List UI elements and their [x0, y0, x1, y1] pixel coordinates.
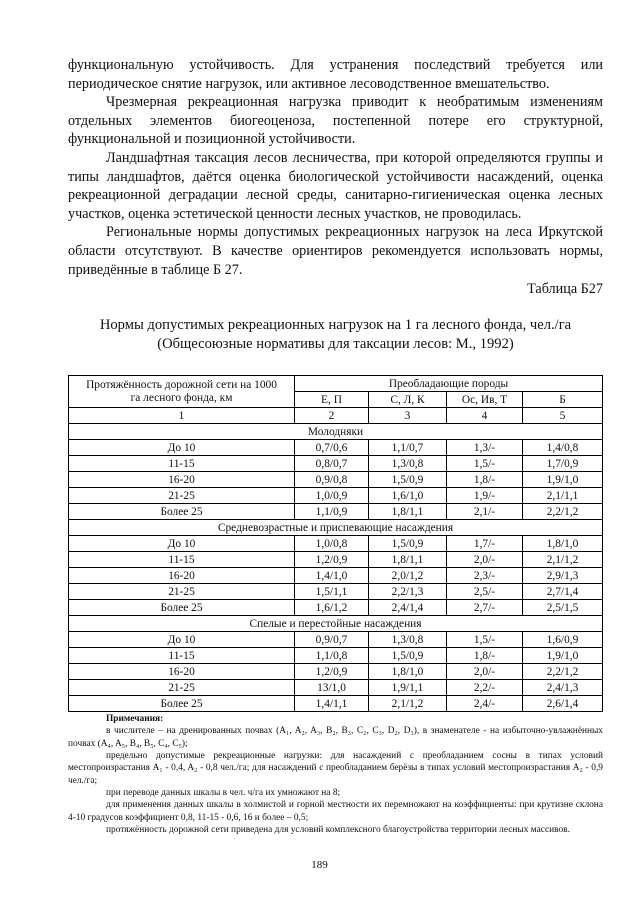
- road-density-cell: 16-20: [69, 664, 295, 680]
- table-label: Таблица Б27: [527, 281, 603, 298]
- paragraph-recreational-load: Чрезмерная рекреационная нагрузка приводит к необратимым изменениям отдельных элементов биогеоценоза, постепенной потере его структурной, функциональной и позиционной устойчивости.: [68, 94, 603, 148]
- load-value-cell: 0,9/0,8: [295, 472, 369, 488]
- load-value-cell: 2,0/-: [447, 552, 523, 568]
- load-value-cell: 0,7/0,6: [295, 440, 369, 456]
- load-value-cell: 1,8/-: [447, 648, 523, 664]
- table-body: [69, 376, 603, 712]
- load-value-cell: 1,1/0,7: [369, 440, 447, 456]
- paragraph-regional-norms: Региональные нормы допустимых рекреационных нагрузок на леса Иркутской области отсутствуют. В качестве ориентиров рекомендуется использовать нормы, приведённые в таблице Б 27.: [68, 224, 603, 278]
- load-value-cell: 0,9/0,7: [295, 632, 369, 648]
- load-value-cell: 2,0/1,2: [369, 568, 447, 584]
- load-value-cell: 1,9/1,1: [369, 680, 447, 696]
- load-value-cell: 1,7/-: [447, 536, 523, 552]
- load-value-cell: 2,5/1,5: [523, 600, 603, 616]
- load-value-cell: 2,3/-: [447, 568, 523, 584]
- load-value-cell: 1,4/1,0: [295, 568, 369, 584]
- table-row: [69, 696, 603, 712]
- road-density-cell: Более 25: [69, 600, 295, 616]
- header-species-4: Б: [523, 392, 603, 408]
- load-value-cell: 1,8/1,0: [523, 536, 603, 552]
- load-value-cell: 2,4/1,4: [369, 600, 447, 616]
- road-density-cell: 21-25: [69, 680, 295, 696]
- table-row: [69, 632, 603, 648]
- load-value-cell: 1,6/0,9: [523, 632, 603, 648]
- table-section-row: [69, 424, 603, 440]
- road-density-cell: 16-20: [69, 472, 295, 488]
- header-road-network-line1: Протяжённость дорожной сети на 1000: [86, 379, 277, 392]
- load-value-cell: 1,8/1,1: [369, 504, 447, 520]
- load-value-cell: 1,9/1,0: [523, 472, 603, 488]
- table-row: [69, 488, 603, 504]
- load-value-cell: 1,9/1,0: [523, 648, 603, 664]
- table-row: [69, 664, 603, 680]
- col-number: 5: [523, 408, 603, 424]
- table-section-row: [69, 616, 603, 632]
- header-dominant-species: Преобладающие породы: [295, 376, 603, 392]
- header-species-1: Е, П: [295, 392, 369, 408]
- table-title: [68, 316, 603, 354]
- table-header-row: [69, 376, 603, 392]
- load-value-cell: 1,4/0,8: [523, 440, 603, 456]
- load-value-cell: 2,6/1,4: [523, 696, 603, 712]
- load-value-cell: 2,1/-: [447, 504, 523, 520]
- load-value-cell: 1,0/0,8: [295, 536, 369, 552]
- load-value-cell: 2,1/1,2: [369, 696, 447, 712]
- note-soils: в числителе – на дренированных почвах (A₁, A₂, A₃, B₂, B₃, C₂, C₃, D₂, D₃), в знаменателе - на избыточно-увлажнённых почвах (A₄, A₅, B₄, B₅, C₄, C₅);: [68, 726, 603, 749]
- table-row: [69, 536, 603, 552]
- notes-heading: Примечания:: [106, 714, 164, 725]
- note-road-network: протяжённость дорожной сети приведена для условий комплексного благоустройства территории лесных массивов.: [106, 824, 570, 835]
- load-value-cell: 1,6/1,2: [295, 600, 369, 616]
- section-title: Спелые и перестойные насаждения: [69, 616, 603, 632]
- road-density-cell: 11-15: [69, 552, 295, 568]
- road-density-cell: 21-25: [69, 584, 295, 600]
- load-value-cell: 2,2/1,2: [523, 664, 603, 680]
- road-density-cell: До 10: [69, 440, 295, 456]
- load-value-cell: 2,2/-: [447, 680, 523, 696]
- road-density-cell: 16-20: [69, 568, 295, 584]
- load-value-cell: 1,9/-: [447, 488, 523, 504]
- table-row: [69, 472, 603, 488]
- table-row: [69, 648, 603, 664]
- table-title-line2: (Общесоюзные нормативы для таксации лесов: М., 1992): [157, 336, 514, 353]
- table-row: [69, 456, 603, 472]
- load-value-cell: 2,1/1,1: [523, 488, 603, 504]
- table-row: [69, 680, 603, 696]
- load-value-cell: 1,1/0,9: [295, 504, 369, 520]
- road-density-cell: Более 25: [69, 504, 295, 520]
- load-value-cell: 1,1/0,8: [295, 648, 369, 664]
- table-row: [69, 504, 603, 520]
- load-value-cell: 1,0/0,9: [295, 488, 369, 504]
- table-row: [69, 584, 603, 600]
- load-value-cell: 2,7/1,4: [523, 584, 603, 600]
- load-value-cell: 1,5/1,1: [295, 584, 369, 600]
- col-number: 3: [369, 408, 447, 424]
- paragraph-landscape-taxation: Ландшафтная таксация лесов лесничества, при которой определяются группы и типы ландшафтов, даётся оценка биологической устойчивости насаждений, оценка рекреационной деградации лесной среды, санитарно-гигиеническая оценка лесных участков, оценка эстетической ценности лесных участков, не проводилась.: [68, 149, 603, 222]
- table-column-numbers-row: [69, 408, 603, 424]
- load-value-cell: 2,0/-: [447, 664, 523, 680]
- section-title: Молодняки: [69, 424, 603, 440]
- table-row: [69, 568, 603, 584]
- load-value-cell: 2,4/-: [447, 696, 523, 712]
- col-number: 1: [69, 408, 295, 424]
- road-density-cell: 11-15: [69, 456, 295, 472]
- road-density-cell: 11-15: [69, 648, 295, 664]
- table-row: [69, 440, 603, 456]
- road-density-cell: До 10: [69, 536, 295, 552]
- header-road-network: [69, 376, 295, 408]
- table-title-line1: Нормы допустимых рекреационных нагрузок на 1 га лесного фонда, чел./га: [99, 317, 572, 334]
- header-road-network-line2: га лесного фонда, км: [130, 392, 233, 405]
- load-value-cell: 1,7/0,9: [523, 456, 603, 472]
- load-value-cell: 1,5/0,9: [369, 472, 447, 488]
- load-value-cell: 2,1/1,2: [523, 552, 603, 568]
- load-value-cell: 13/1,0: [295, 680, 369, 696]
- load-value-cell: 1,6/1,0: [369, 488, 447, 504]
- road-density-cell: До 10: [69, 632, 295, 648]
- load-value-cell: 1,8/-: [447, 472, 523, 488]
- road-density-cell: 21-25: [69, 488, 295, 504]
- col-number: 4: [447, 408, 523, 424]
- load-value-cell: 1,3/-: [447, 440, 523, 456]
- note-slope-coefficients: для применения данных шкалы в холмистой и горной местности их перемножают на коэффициенты: при крутизне склона 4-10 градусов коэффициент 0,8, 11-15 - 0,6, 16 и более – 0,5;: [68, 800, 603, 823]
- section-title: Средневозрастные и приспевающие насаждения: [69, 520, 603, 536]
- load-value-cell: 2,5/-: [447, 584, 523, 600]
- load-value-cell: 1,5/0,9: [369, 648, 447, 664]
- table-row: [69, 600, 603, 616]
- recreational-load-table: [68, 375, 603, 712]
- load-value-cell: 2,2/1,2: [523, 504, 603, 520]
- load-value-cell: 2,2/1,3: [369, 584, 447, 600]
- load-value-cell: 1,8/1,0: [369, 664, 447, 680]
- table-section-row: [69, 520, 603, 536]
- load-value-cell: 2,9/1,3: [523, 568, 603, 584]
- load-value-cell: 2,4/1,3: [523, 680, 603, 696]
- load-value-cell: 1,4/1,1: [295, 696, 369, 712]
- header-species-3: Ос, Ив, Т: [447, 392, 523, 408]
- road-density-cell: Более 25: [69, 696, 295, 712]
- document-page: [68, 56, 603, 836]
- table-row: [69, 552, 603, 568]
- table-notes: [68, 713, 603, 836]
- col-number: 2: [295, 408, 369, 424]
- load-value-cell: 1,8/1,1: [369, 552, 447, 568]
- load-value-cell: 1,5/-: [447, 632, 523, 648]
- load-value-cell: 1,2/0,9: [295, 552, 369, 568]
- load-value-cell: 1,3/0,8: [369, 632, 447, 648]
- load-value-cell: 0,8/0,7: [295, 456, 369, 472]
- header-species-2: С, Л, К: [369, 392, 447, 408]
- load-value-cell: 2,7/-: [447, 600, 523, 616]
- page-number: 189: [311, 859, 328, 871]
- note-max-loads: предельно допустимые рекреационные нагрузки: для насаждений с преобладанием сосны в типах условий местопроизрастания A₁ - 0,4, A₂ - 0,8 чел./га; для насаждений с преобладанием берёзы в типах условий местопроизрастания A₂ - 0,9 чел./га;: [68, 751, 603, 786]
- load-value-cell: 1,5/-: [447, 456, 523, 472]
- paragraph-continuation: функциональную устойчивость. Для устранения последствий требуется или периодическое снятие нагрузок, или активное лесоводственное вмешательство.: [68, 57, 603, 92]
- load-value-cell: 1,5/0,9: [369, 536, 447, 552]
- load-value-cell: 1,2/0,9: [295, 664, 369, 680]
- load-value-cell: 1,3/0,8: [369, 456, 447, 472]
- note-person-hours: при переводе данных шкалы в чел. ч/га их умножают на 8;: [106, 787, 341, 798]
